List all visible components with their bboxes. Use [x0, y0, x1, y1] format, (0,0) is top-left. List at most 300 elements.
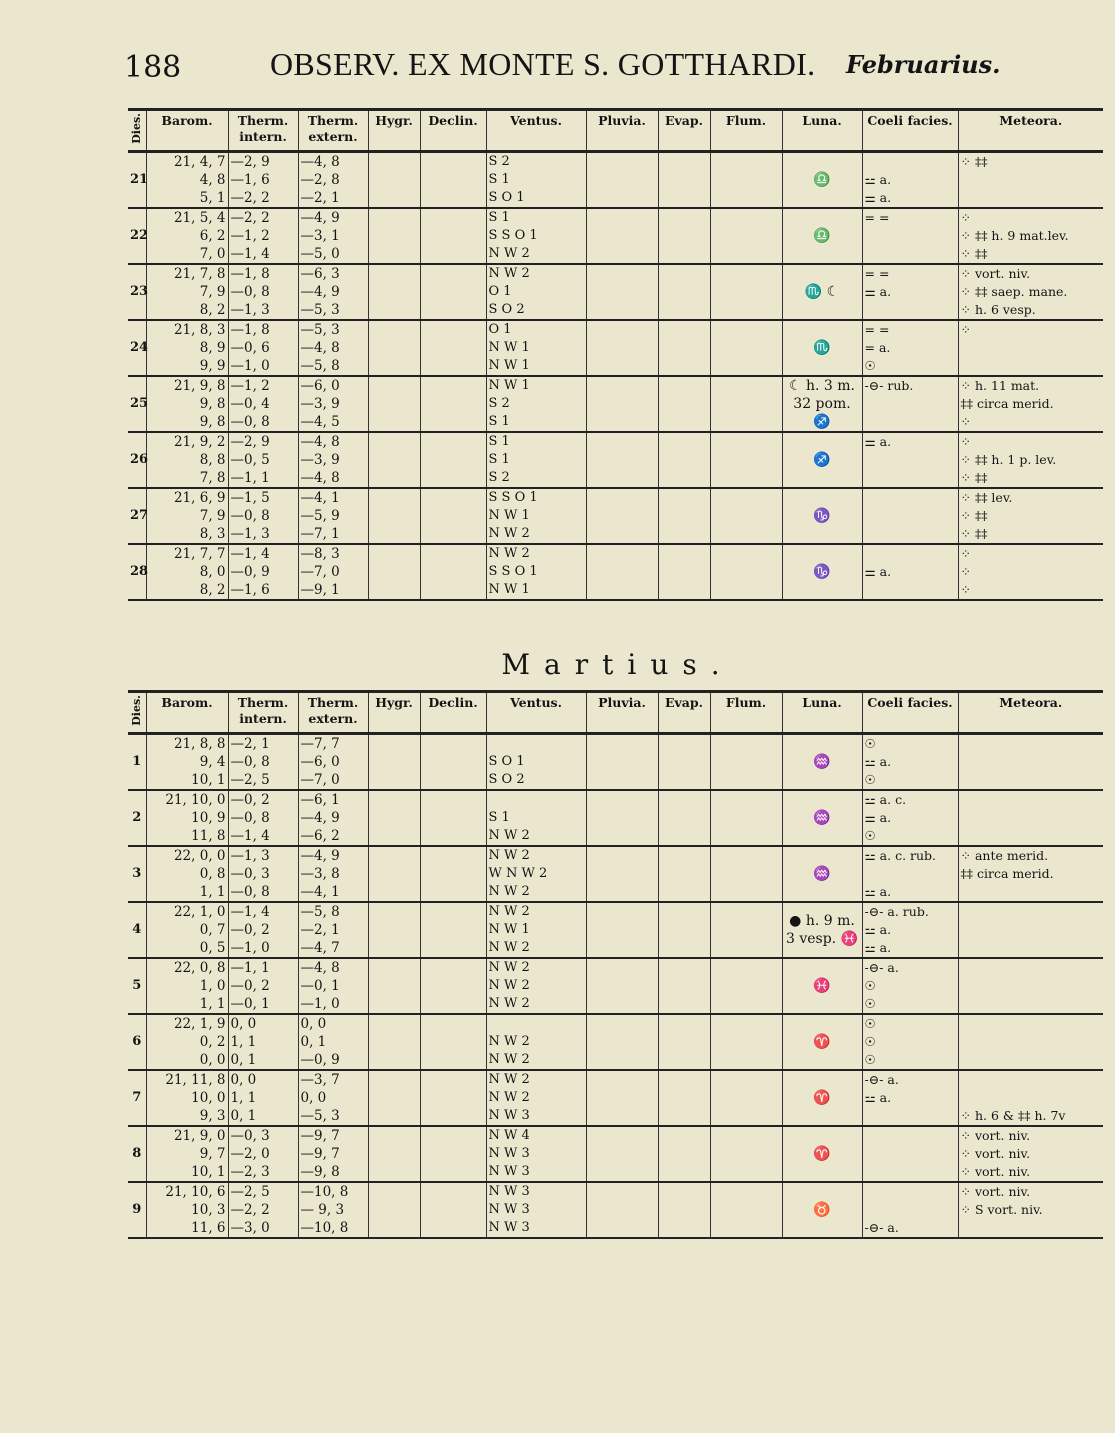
- day-cell: 23: [130, 283, 149, 299]
- tex-line: —4, 9: [300, 809, 340, 826]
- tin-line: —2, 5: [230, 1183, 270, 1200]
- ventus-line: N W 1: [488, 921, 530, 937]
- tex-cell: [298, 846, 368, 902]
- coeli-line: -⊖- rub.: [864, 377, 914, 393]
- evap-cell: [658, 1182, 710, 1238]
- ventus-line: S 2: [488, 153, 510, 169]
- tex-cell: [298, 320, 368, 376]
- ventus-line: [489, 735, 584, 753]
- meteora-cell: [958, 432, 1103, 488]
- coeli-cell: [862, 320, 958, 376]
- tex-cell: [298, 1070, 368, 1126]
- barom-line: 8, 3: [199, 525, 226, 542]
- coeli-line: [865, 301, 956, 319]
- meteora-line: ⁘ ‡‡: [960, 469, 988, 485]
- tex-line: —9, 1: [300, 581, 340, 598]
- meteora-line: [961, 735, 1102, 753]
- pluvia-cell: [586, 208, 658, 264]
- tin-line: —0, 8: [230, 283, 270, 300]
- ventus-line: S 1: [488, 171, 510, 187]
- evap-cell: [658, 432, 710, 488]
- barom-line: 11, 8: [191, 827, 226, 844]
- table-row: [128, 376, 1103, 432]
- tex-line: —5, 3: [300, 321, 340, 338]
- table-row: [128, 208, 1103, 264]
- coeli-cell: [862, 264, 958, 320]
- evap-cell: [658, 488, 710, 544]
- declin-cell: [420, 1070, 486, 1126]
- barom-cell: [146, 432, 228, 488]
- luna-cell: ♎: [782, 208, 862, 264]
- coeli-cell: [862, 1182, 958, 1238]
- tin-cell: [228, 1070, 298, 1126]
- meteora-cell: [958, 1014, 1103, 1070]
- barom-line: 9, 4: [199, 753, 226, 770]
- table-row: [128, 488, 1103, 544]
- hygr-cell: [368, 846, 420, 902]
- barom-line: 0, 7: [199, 921, 226, 938]
- tin-line: —2, 2: [230, 1201, 270, 1218]
- column-header: Pluvia.: [586, 692, 658, 734]
- barom-line: 1, 0: [199, 977, 226, 994]
- coeli-line: [865, 1107, 956, 1125]
- column-header: Pluvia.: [586, 110, 658, 152]
- meteora-line: [961, 1219, 1102, 1237]
- ventus-line: N W 3: [488, 1219, 530, 1235]
- column-header: Meteora.: [958, 110, 1103, 152]
- meteora-line: [961, 827, 1102, 845]
- tex-cell: [298, 1014, 368, 1070]
- column-header: Luna.: [782, 692, 862, 734]
- ventus-line: N W 1: [488, 339, 530, 355]
- coeli-line: ☉: [864, 827, 876, 843]
- page-title: OBSERV. EX MONTE S. GOTTHARDI.: [270, 46, 816, 82]
- ventus-line: S 1: [488, 433, 510, 449]
- barom-line: 22, 1, 9: [173, 1015, 226, 1032]
- ventus-line: N W 1: [488, 507, 530, 523]
- tex-cell: [298, 432, 368, 488]
- tex-line: 0, 0: [300, 1089, 327, 1106]
- flum-cell: [710, 790, 782, 846]
- tin-line: —2, 0: [230, 1145, 270, 1162]
- martius-title: Martius.: [501, 648, 734, 681]
- barom-line: 22, 0, 0: [173, 847, 226, 864]
- barom-line: 9, 8: [199, 413, 226, 430]
- coeli-line: ⚍ a.: [864, 1089, 892, 1105]
- tex-line: —2, 8: [300, 171, 340, 188]
- barom-line: 0, 2: [199, 1033, 226, 1050]
- ventus-line: N W 3: [488, 1145, 530, 1161]
- barom-cell: [146, 264, 228, 320]
- coeli-line: ⚍ a. c.: [864, 791, 907, 807]
- column-header: Flum.: [710, 110, 782, 152]
- tex-line: —5, 3: [300, 1107, 340, 1124]
- barom-cell: [146, 151, 228, 208]
- meteora-cell: [958, 151, 1103, 208]
- tin-line: —2, 9: [230, 433, 270, 450]
- ventus-cell: [486, 902, 586, 958]
- luna-cell: ● h. 9 m. 3 vesp. ♓: [782, 902, 862, 958]
- coeli-line: ☉: [864, 357, 876, 373]
- february-table: [128, 108, 1103, 601]
- tin-line: —0, 5: [230, 451, 270, 468]
- meteora-line: [961, 1033, 1102, 1051]
- meteora-cell: [958, 1182, 1103, 1238]
- tex-cell: [298, 376, 368, 432]
- tin-line: —0, 8: [230, 507, 270, 524]
- tex-cell: [298, 208, 368, 264]
- column-header: Evap.: [658, 692, 710, 734]
- table-row: [128, 790, 1103, 846]
- table-row: [128, 264, 1103, 320]
- tex-line: —4, 1: [300, 883, 340, 900]
- ventus-cell: [486, 1182, 586, 1238]
- meteora-cell: [958, 208, 1103, 264]
- luna-cell: ♈: [782, 1070, 862, 1126]
- meteora-line: [961, 959, 1102, 977]
- coeli-cell: [862, 846, 958, 902]
- luna-cell: ♏: [782, 320, 862, 376]
- barom-line: 9, 3: [199, 1107, 226, 1124]
- tin-line: —1, 4: [230, 903, 270, 920]
- table-row: [128, 151, 1103, 208]
- flum-cell: [710, 320, 782, 376]
- pluvia-cell: [586, 846, 658, 902]
- tex-line: —4, 9: [300, 847, 340, 864]
- meteora-line: [961, 1015, 1102, 1033]
- table-row: [128, 733, 1103, 790]
- coeli-cell: [862, 544, 958, 600]
- day-cell: 9: [132, 1201, 142, 1217]
- table-row: [128, 544, 1103, 600]
- ventus-cell: [486, 208, 586, 264]
- barom-line: 7, 0: [199, 245, 226, 262]
- ventus-line: N W 2: [488, 525, 530, 541]
- meteora-line: [961, 771, 1102, 789]
- table-row: [128, 846, 1103, 902]
- meteora-line: ⁘ h. 6 & ‡‡ h. 7v: [960, 1107, 1066, 1123]
- coeli-cell: [862, 1014, 958, 1070]
- barom-cell: [146, 208, 228, 264]
- february-table-block: [128, 108, 1103, 601]
- meteora-line: ⁘: [960, 321, 971, 337]
- table-row: [128, 1126, 1103, 1182]
- tex-line: —5, 0: [300, 245, 340, 262]
- meteora-line: ⁘: [960, 581, 971, 597]
- meteora-line: [961, 1051, 1102, 1069]
- ventus-line: O 1: [488, 321, 512, 337]
- ventus-line: N W 3: [488, 1201, 530, 1217]
- barom-line: 0, 5: [199, 939, 226, 956]
- tex-cell: [298, 733, 368, 790]
- coeli-line: ⚍ a.: [864, 883, 892, 899]
- tex-line: —4, 8: [300, 153, 340, 170]
- tin-cell: [228, 790, 298, 846]
- evap-cell: [658, 264, 710, 320]
- evap-cell: [658, 208, 710, 264]
- tex-line: — 9, 3: [300, 1201, 345, 1218]
- tex-cell: [298, 902, 368, 958]
- tex-line: —5, 8: [300, 357, 340, 374]
- table-row: [128, 1014, 1103, 1070]
- meteora-line: [961, 753, 1102, 771]
- tin-line: —1, 4: [230, 545, 270, 562]
- pluvia-cell: [586, 1014, 658, 1070]
- barom-line: 8, 8: [199, 451, 226, 468]
- coeli-line: [865, 413, 956, 431]
- tin-line: —2, 2: [230, 209, 270, 226]
- meteora-line: ⁘ h. 6 vesp.: [960, 301, 1036, 317]
- ventus-line: N W 2: [488, 1071, 530, 1087]
- page-number: 188: [124, 50, 182, 85]
- ventus-cell: [486, 733, 586, 790]
- meteora-line: [961, 977, 1102, 995]
- meteora-cell: [958, 733, 1103, 790]
- tex-line: —5, 9: [300, 507, 340, 524]
- ventus-line: S S O 1: [488, 227, 538, 243]
- luna-cell: ♏ ☾: [782, 264, 862, 320]
- meteora-line: ⁘ vort. niv.: [960, 1183, 1031, 1199]
- luna-cell: ♒: [782, 846, 862, 902]
- coeli-line: [865, 1127, 956, 1145]
- meteora-line: ⁘ h. 11 mat.: [960, 377, 1040, 393]
- hygr-cell: [368, 1014, 420, 1070]
- coeli-line: ⚍ a.: [864, 939, 892, 955]
- ventus-cell: [486, 432, 586, 488]
- coeli-line: [865, 489, 956, 507]
- meteora-line: [961, 189, 1102, 207]
- day-cell: 25: [130, 395, 149, 411]
- tin-line: —2, 9: [230, 153, 270, 170]
- coeli-line: [865, 451, 956, 469]
- meteora-line: ⁘: [960, 209, 971, 225]
- tin-cell: [228, 544, 298, 600]
- tex-line: —7, 7: [300, 735, 340, 752]
- barom-line: 6, 2: [199, 227, 226, 244]
- tex-line: —2, 1: [300, 921, 340, 938]
- hygr-cell: [368, 1070, 420, 1126]
- barom-cell: [146, 376, 228, 432]
- barom-cell: [146, 320, 228, 376]
- day-cell: 21: [130, 171, 149, 187]
- barom-line: 21, 4, 7: [173, 153, 226, 170]
- coeli-line: -⊖- a.: [864, 1219, 899, 1235]
- tin-line: —1, 1: [230, 959, 270, 976]
- declin-cell: [420, 208, 486, 264]
- ventus-line: N W 2: [488, 939, 530, 955]
- tin-line: —1, 4: [230, 245, 270, 262]
- ventus-line: S 1: [488, 413, 510, 429]
- tex-line: —6, 3: [300, 265, 340, 282]
- tin-line: —2, 2: [230, 189, 270, 206]
- coeli-line: [865, 395, 956, 413]
- table-row: [128, 1182, 1103, 1238]
- luna-cell: ♑: [782, 488, 862, 544]
- tin-cell: [228, 1182, 298, 1238]
- meteora-line: ⁘: [960, 413, 971, 429]
- coeli-line: ☉: [864, 735, 876, 751]
- declin-cell: [420, 733, 486, 790]
- evap-cell: [658, 958, 710, 1014]
- ventus-line: S O 2: [488, 301, 525, 317]
- luna-cell: ♐: [782, 432, 862, 488]
- barom-line: 11, 6: [191, 1219, 226, 1236]
- coeli-line: [865, 525, 956, 543]
- flum-cell: [710, 432, 782, 488]
- declin-cell: [420, 1014, 486, 1070]
- tex-line: —4, 8: [300, 469, 340, 486]
- ventus-line: S O 1: [488, 189, 525, 205]
- day-cell: 5: [132, 977, 142, 993]
- tin-cell: [228, 1126, 298, 1182]
- day-cell: 1: [132, 753, 142, 769]
- ventus-line: N W 1: [488, 581, 530, 597]
- ventus-line: [489, 1015, 584, 1033]
- meteora-cell: [958, 264, 1103, 320]
- day-cell: 2: [132, 809, 142, 825]
- declin-cell: [420, 320, 486, 376]
- tex-cell: [298, 1182, 368, 1238]
- declin-cell: [420, 488, 486, 544]
- barom-line: 5, 1: [199, 189, 226, 206]
- pluvia-cell: [586, 1182, 658, 1238]
- tin-line: —0, 8: [230, 413, 270, 430]
- evap-cell: [658, 376, 710, 432]
- flum-cell: [710, 733, 782, 790]
- tin-cell: [228, 958, 298, 1014]
- hygr-cell: [368, 208, 420, 264]
- column-header: Therm. extern.: [298, 110, 368, 152]
- tin-line: 0, 1: [230, 1107, 257, 1124]
- meteora-line: ⁘: [960, 545, 971, 561]
- flum-cell: [710, 544, 782, 600]
- tex-line: —9, 7: [300, 1145, 340, 1162]
- tex-line: —6, 0: [300, 753, 340, 770]
- tin-line: —0, 8: [230, 809, 270, 826]
- tex-line: —5, 8: [300, 903, 340, 920]
- hygr-cell: [368, 1126, 420, 1182]
- column-header: Coeli facies.: [862, 110, 958, 152]
- declin-cell: [420, 1182, 486, 1238]
- meteora-line: [961, 357, 1102, 375]
- meteora-line: ⁘ vort. niv.: [960, 1127, 1031, 1143]
- barom-line: 10, 9: [191, 809, 226, 826]
- ventus-line: N W 2: [488, 903, 530, 919]
- coeli-cell: [862, 958, 958, 1014]
- table-row: [128, 1070, 1103, 1126]
- ventus-line: N W 2: [488, 827, 530, 843]
- meteora-line: ‡‡ circa merid.: [960, 865, 1054, 881]
- meteora-cell: [958, 1126, 1103, 1182]
- barom-line: 21, 10, 0: [165, 791, 226, 808]
- tex-line: —3, 1: [300, 227, 340, 244]
- declin-cell: [420, 846, 486, 902]
- tex-line: —2, 1: [300, 189, 340, 206]
- barom-line: 21, 7, 8: [173, 265, 226, 282]
- declin-cell: [420, 902, 486, 958]
- coeli-line: ⚍ a.: [864, 171, 892, 187]
- evap-cell: [658, 1070, 710, 1126]
- meteora-line: ⁘ vort. niv.: [960, 1145, 1031, 1161]
- coeli-cell: [862, 1070, 958, 1126]
- hygr-cell: [368, 432, 420, 488]
- ventus-cell: [486, 151, 586, 208]
- tex-line: —4, 7: [300, 939, 340, 956]
- column-header: Ventus.: [486, 692, 586, 734]
- ventus-line: S 1: [488, 809, 510, 825]
- ventus-line: N W 2: [488, 1089, 530, 1105]
- barom-line: 8, 0: [199, 563, 226, 580]
- meteora-line: [961, 939, 1102, 957]
- ventus-line: S O 1: [488, 753, 525, 769]
- tex-cell: [298, 1126, 368, 1182]
- tex-line: —1, 0: [300, 995, 340, 1012]
- barom-line: 10, 3: [191, 1201, 226, 1218]
- tin-line: 1, 1: [230, 1033, 257, 1050]
- ventus-line: N W 2: [488, 847, 530, 863]
- flum-cell: [710, 264, 782, 320]
- ventus-cell: [486, 376, 586, 432]
- meteora-cell: [958, 320, 1103, 376]
- tex-line: —3, 7: [300, 1071, 340, 1088]
- meteora-line: [961, 339, 1102, 357]
- ventus-line: W N W 2: [488, 865, 548, 881]
- meteora-line: ⁘ vort. niv.: [960, 1163, 1031, 1179]
- ventus-line: S 1: [488, 451, 510, 467]
- evap-cell: [658, 790, 710, 846]
- tin-line: —1, 2: [230, 377, 270, 394]
- tex-line: —6, 0: [300, 377, 340, 394]
- flum-cell: [710, 1070, 782, 1126]
- flum-cell: [710, 846, 782, 902]
- tin-cell: [228, 151, 298, 208]
- ventus-line: N W 1: [488, 357, 530, 373]
- luna-cell: ♒: [782, 790, 862, 846]
- tin-line: —1, 3: [230, 847, 270, 864]
- coeli-cell: [862, 151, 958, 208]
- meteora-line: [961, 809, 1102, 827]
- tex-line: —10, 8: [300, 1183, 349, 1200]
- ventus-line: N W 2: [488, 1033, 530, 1049]
- coeli-line: -⊖- a.: [864, 959, 899, 975]
- coeli-cell: [862, 432, 958, 488]
- tin-line: —2, 1: [230, 735, 270, 752]
- ventus-cell: [486, 320, 586, 376]
- tin-cell: [228, 432, 298, 488]
- tin-line: 0, 1: [230, 1051, 257, 1068]
- barom-line: 1, 1: [199, 995, 226, 1012]
- flum-cell: [710, 488, 782, 544]
- luna-cell: ♎: [782, 151, 862, 208]
- coeli-line: ⚌ a.: [864, 189, 892, 205]
- ventus-line: N W 2: [488, 545, 530, 561]
- barom-line: 0, 8: [199, 865, 226, 882]
- barom-cell: [146, 544, 228, 600]
- luna-cell: ♈: [782, 1126, 862, 1182]
- coeli-line: ☉: [864, 977, 876, 993]
- barom-cell: [146, 733, 228, 790]
- tin-line: —0, 3: [230, 1127, 270, 1144]
- barom-line: 4, 8: [199, 171, 226, 188]
- barom-line: 8, 2: [199, 581, 226, 598]
- coeli-line: ☉: [864, 771, 876, 787]
- table-row: [128, 320, 1103, 376]
- tin-line: —0, 9: [230, 563, 270, 580]
- hygr-cell: [368, 544, 420, 600]
- barom-line: 21, 7, 7: [173, 545, 226, 562]
- barom-line: 22, 0, 8: [173, 959, 226, 976]
- flum-cell: [710, 1126, 782, 1182]
